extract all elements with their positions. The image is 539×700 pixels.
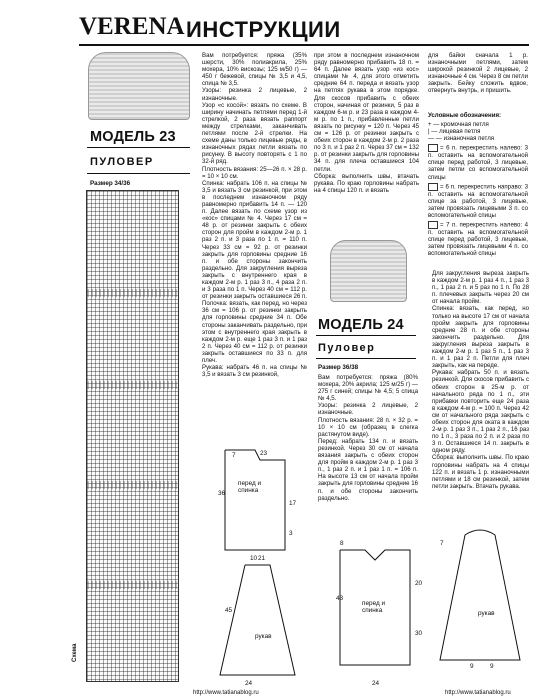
dim-label: 17: [289, 500, 297, 507]
legend-item-label: = 7 п. перекрестить налево: 4 п. оставить на вспомогательной спице перед работой, 3 лицевые, затем провязать лицевыми 4 п. со вспомогательной спицы: [428, 221, 528, 258]
sweater-photo-23: [88, 52, 190, 120]
model-23-size: Размер 34/36: [90, 180, 131, 187]
model-23-instructions-col1: Вам потребуется: пряжа (35% шерсти, 30% полиакрила, 25% мохера, 10% вискозы; 125 м/50 г) — 450 г бежевой, спицы № 3,5 и 4,5, спица № 3,5. Узоры: резинка 2 лицевые, 2 изнаночные. Узор «с косой»: вязать по схеме. В ширину начинать петлями перед 1-й стрелкой, 2 раза вязать раппорт между стрелками, заканчивать петлями после 2-й стрелки. На схеме даны только лицевые ряды, в изнаночных рядах петли вязать по рисунку. В высоту повторять с 1 по 32-й ряд. Плотность вязания: 25—26 п. × 28 р. = 10 × 10 см. Спинка: набрать 106 п. на спицы № 3,5 и вязать 3 см резинкой, при этом в последнем изнаночном ряду равномерно прибавить 14 п. — 120 п. Далее вязать по схеме узор из «кос» спицами № 4. Через 17 см = 48 р. от резинки закрыть с обеих сторон для пройм в каждом 2-м р. 1 раз 2 п. и 3 раза по 1 п. = 110 п. Через 33 см = 92 р. от резинки закрыть для горловины средние 16 п. и обе стороны закончить раздельно. Для закругления выреза закрыть с внутреннего края в каждом 2-м р. 1 раз 3 п., 4 раза 2 п. и 3 раза по 1 п. Через 40 см = 112 р. от резинки закрыть оставшиеся 26 п. Полочка: вязать, как перед, но через 36 см = 106 р. от резинки закрыть для горловины средние 34 п. Обе стороны заканчивать раздельно, при этом с внутреннего края закрыть в каждом 2-м р. еще 1 раз 3 п. и 1 раз 2 п. Через 40 см = 112 р. от резинки закрыть оставшиеся по 33 п. для плеч. Рукава: набрать 46 п. на спицы № 3,5 и вязать 3 см резинкой,: [202, 52, 307, 379]
dim-label: 3: [289, 530, 293, 537]
brand-logo: VERENA: [79, 13, 185, 40]
dim-label: 23: [260, 450, 268, 457]
dim-label: 43: [336, 595, 344, 602]
legend-item: + — кромочная петля: [428, 121, 489, 128]
model-24-size: Размер 36/38: [318, 364, 359, 371]
chart-band: [87, 481, 178, 489]
legend-item: [428, 183, 528, 219]
model-23-rule-2: [87, 173, 190, 174]
model-24-rule-2: [316, 358, 416, 359]
dim-label: 20: [415, 580, 423, 587]
footer-url-left[interactable]: http://www.tatianablog.ru: [193, 690, 259, 696]
footer-url-right[interactable]: http://www.tatianablog.ru: [445, 690, 511, 696]
sweater-photo-24: [330, 240, 407, 302]
dim-label: 10: [250, 555, 258, 562]
schematic-23-front: [195, 440, 315, 560]
model-23-rule: [87, 147, 190, 148]
dim-label: 21: [258, 555, 266, 562]
chart-band: [87, 381, 178, 389]
schematic-23-front-label: перед и спинка: [238, 480, 262, 494]
schematic-24-front-label: перед и спинка: [362, 600, 386, 614]
dim-label: 9: [490, 663, 494, 670]
dim-label: 45: [225, 607, 233, 614]
model-23-title: МОДЕЛЬ 23: [90, 129, 176, 145]
model-24-rule: [316, 335, 416, 336]
model-24-garment: Пуловер: [318, 342, 376, 354]
legend-item: | — лицевая петля: [428, 128, 481, 136]
cross-left-7-icon: [428, 221, 438, 229]
legend-item: [428, 221, 528, 257]
header-rule: [79, 44, 529, 46]
page-title: ИНСТРУКЦИИ: [186, 17, 341, 42]
chart-band: [87, 581, 178, 589]
legend-title: Условные обозначения:: [428, 112, 502, 119]
dim-label: 8: [340, 540, 344, 547]
dim-label: 24: [372, 680, 380, 687]
schematic-23-sleeve: [205, 555, 315, 685]
schematic-24-sleeve: [430, 525, 530, 675]
chart-band: [87, 289, 178, 297]
model-23-instructions-col3: для байки сначала 1 р. изнаночными петлями, затем широкой резинкой 2 лицевые, 2 изнаночные 4 см. Через 8 см петли закрыть. Бейку сложить вдвое, отвернуть внутрь, и пришить.: [428, 52, 528, 95]
legend-item: — — изнаночная петля: [428, 135, 495, 143]
model-24-instructions-col1: Вам потребуется: пряжа (80% мохера, 20% акрила; 125 м/25 г) — 275 г синей; спицы № 4,5; 5 спица № 4,5. Узоры: резинка 2 лицевые, 2 изнаночные. Плотность вязания: 28 п. × 32 р. = 10 × 10 см (образец в слегка растянутом виде). Перед: набрать 134 п. и вязать резинкой. Через 30 см от начала вязания закрыть с обеих сторон для пройм в каждом 2-м р. 1 раз 3 п., 1 раз 2 п. и 1 раз 1 п. = 106 п. На высоте 13 см от начала пройм закрыть для горловины средние 16 п. и обе стороны закончить раздельно.: [318, 374, 418, 502]
dim-label: 9: [470, 663, 474, 670]
model-24-instructions-col2: Для закругления выреза закрыть в каждом 2-м р. 1 раз 4 п., 1 раз 3 п., 1 раз 2 п. и 5 раз по 1 п. По 28 п. плечевых закрыть через 20 см от начала пройм. Спинка: вязать, как перед, но только на высоте 17 см от начала пройм закрыть для горловины средние 28 п. и обе стороны закончить раздельно. Для закругления выреза закрыть в каждом 2-м р. 1 раз 5 п., 1 раз 3 п. и 1 раз 2 п. Петли для плеч закрыть, как на переде. Рукава: набрать 50 п. и вязать резинкой. Для скосов прибавить с обеих сторон в 25-м р. от начального ряда по 1 п., эти прибавки повторить еще 24 раза в каждом 4-м р. = 100 п. Через 42 см от начального ряда закрыть с обеих сторон для оката в каждом 2-м р. 1 раз 3 п., 1 раз 2 п., 16 раз по 1 п., 3 раза по 2 п. и 2 раза по 3 п. Оставшиеся 14 п. закрыть в одном ряду. Сборка: выполнить швы. По краю горловины набрать на 4 спицы 122 п. и вязать 1 р. изнаночными петлями и 18 см резинкой, затем петли закрыть. Втачать рукава.: [432, 270, 529, 490]
chart-label: Схема: [72, 643, 78, 662]
model-23-instructions-col2: при этом в последнем изнаночном ряду равномерно прибавить 18 п. = 64 п. Далее вязать узор «из кос» спицами № 4, для этого отметить средние 64 п. переда и вязать узор на петлях рукава в этом порядке. Для скосов прибавить с обеих сторон, начиная от резинки, 5 раз в каждом 6-м р. и 23 раза в каждом 4-м р. по 1 п., прибавленные петли вязать по рисунку = 120 п. Через 45 см = 126 р. от резинки закрыть с обеих сторон в каждом 2-м р. 2 раза по 3 п. и 1 раз 2 п. Через 37 см = 132 р. от резинки закрыть для горловины 34 п. для плеча оставшиеся 104 петли. Сборка: выполнить швы, втачать рукава. По краю горловины набрать на 4 спицы 120 п. и вязать: [314, 52, 419, 194]
model-23-garment: ПУЛОВЕР: [90, 156, 154, 168]
schematic-23-sleeve-label: рукав: [255, 633, 272, 640]
cross-right-6-icon: [428, 183, 438, 191]
legend: [428, 121, 528, 257]
legend-item-label: = 6 п. перекрестить направо: 3 п. оставить на вспомогательной спице за работой, 3 лицевые, затем провязать лицевыми 3 п. со вспомогательной спицы: [428, 183, 528, 219]
dim-label: 30: [415, 630, 423, 637]
dim-label: 7: [232, 452, 236, 459]
schematic-24-sleeve-label: рукав: [478, 610, 495, 617]
legend-item: [428, 144, 528, 180]
cross-left-6-icon: [428, 144, 438, 152]
legend-item-label: = 6 п. перекрестить налево: 3 п. оставить на вспомогательной спице перед работой, 3 лицевые, затем петли со вспомогательной спицы: [428, 144, 528, 181]
model-24-title: МОДЕЛЬ 24: [318, 317, 404, 333]
dim-label: 36: [218, 490, 226, 497]
dim-label: 24: [245, 680, 253, 687]
dim-label: 7: [440, 540, 444, 547]
knitting-chart: [86, 190, 179, 682]
